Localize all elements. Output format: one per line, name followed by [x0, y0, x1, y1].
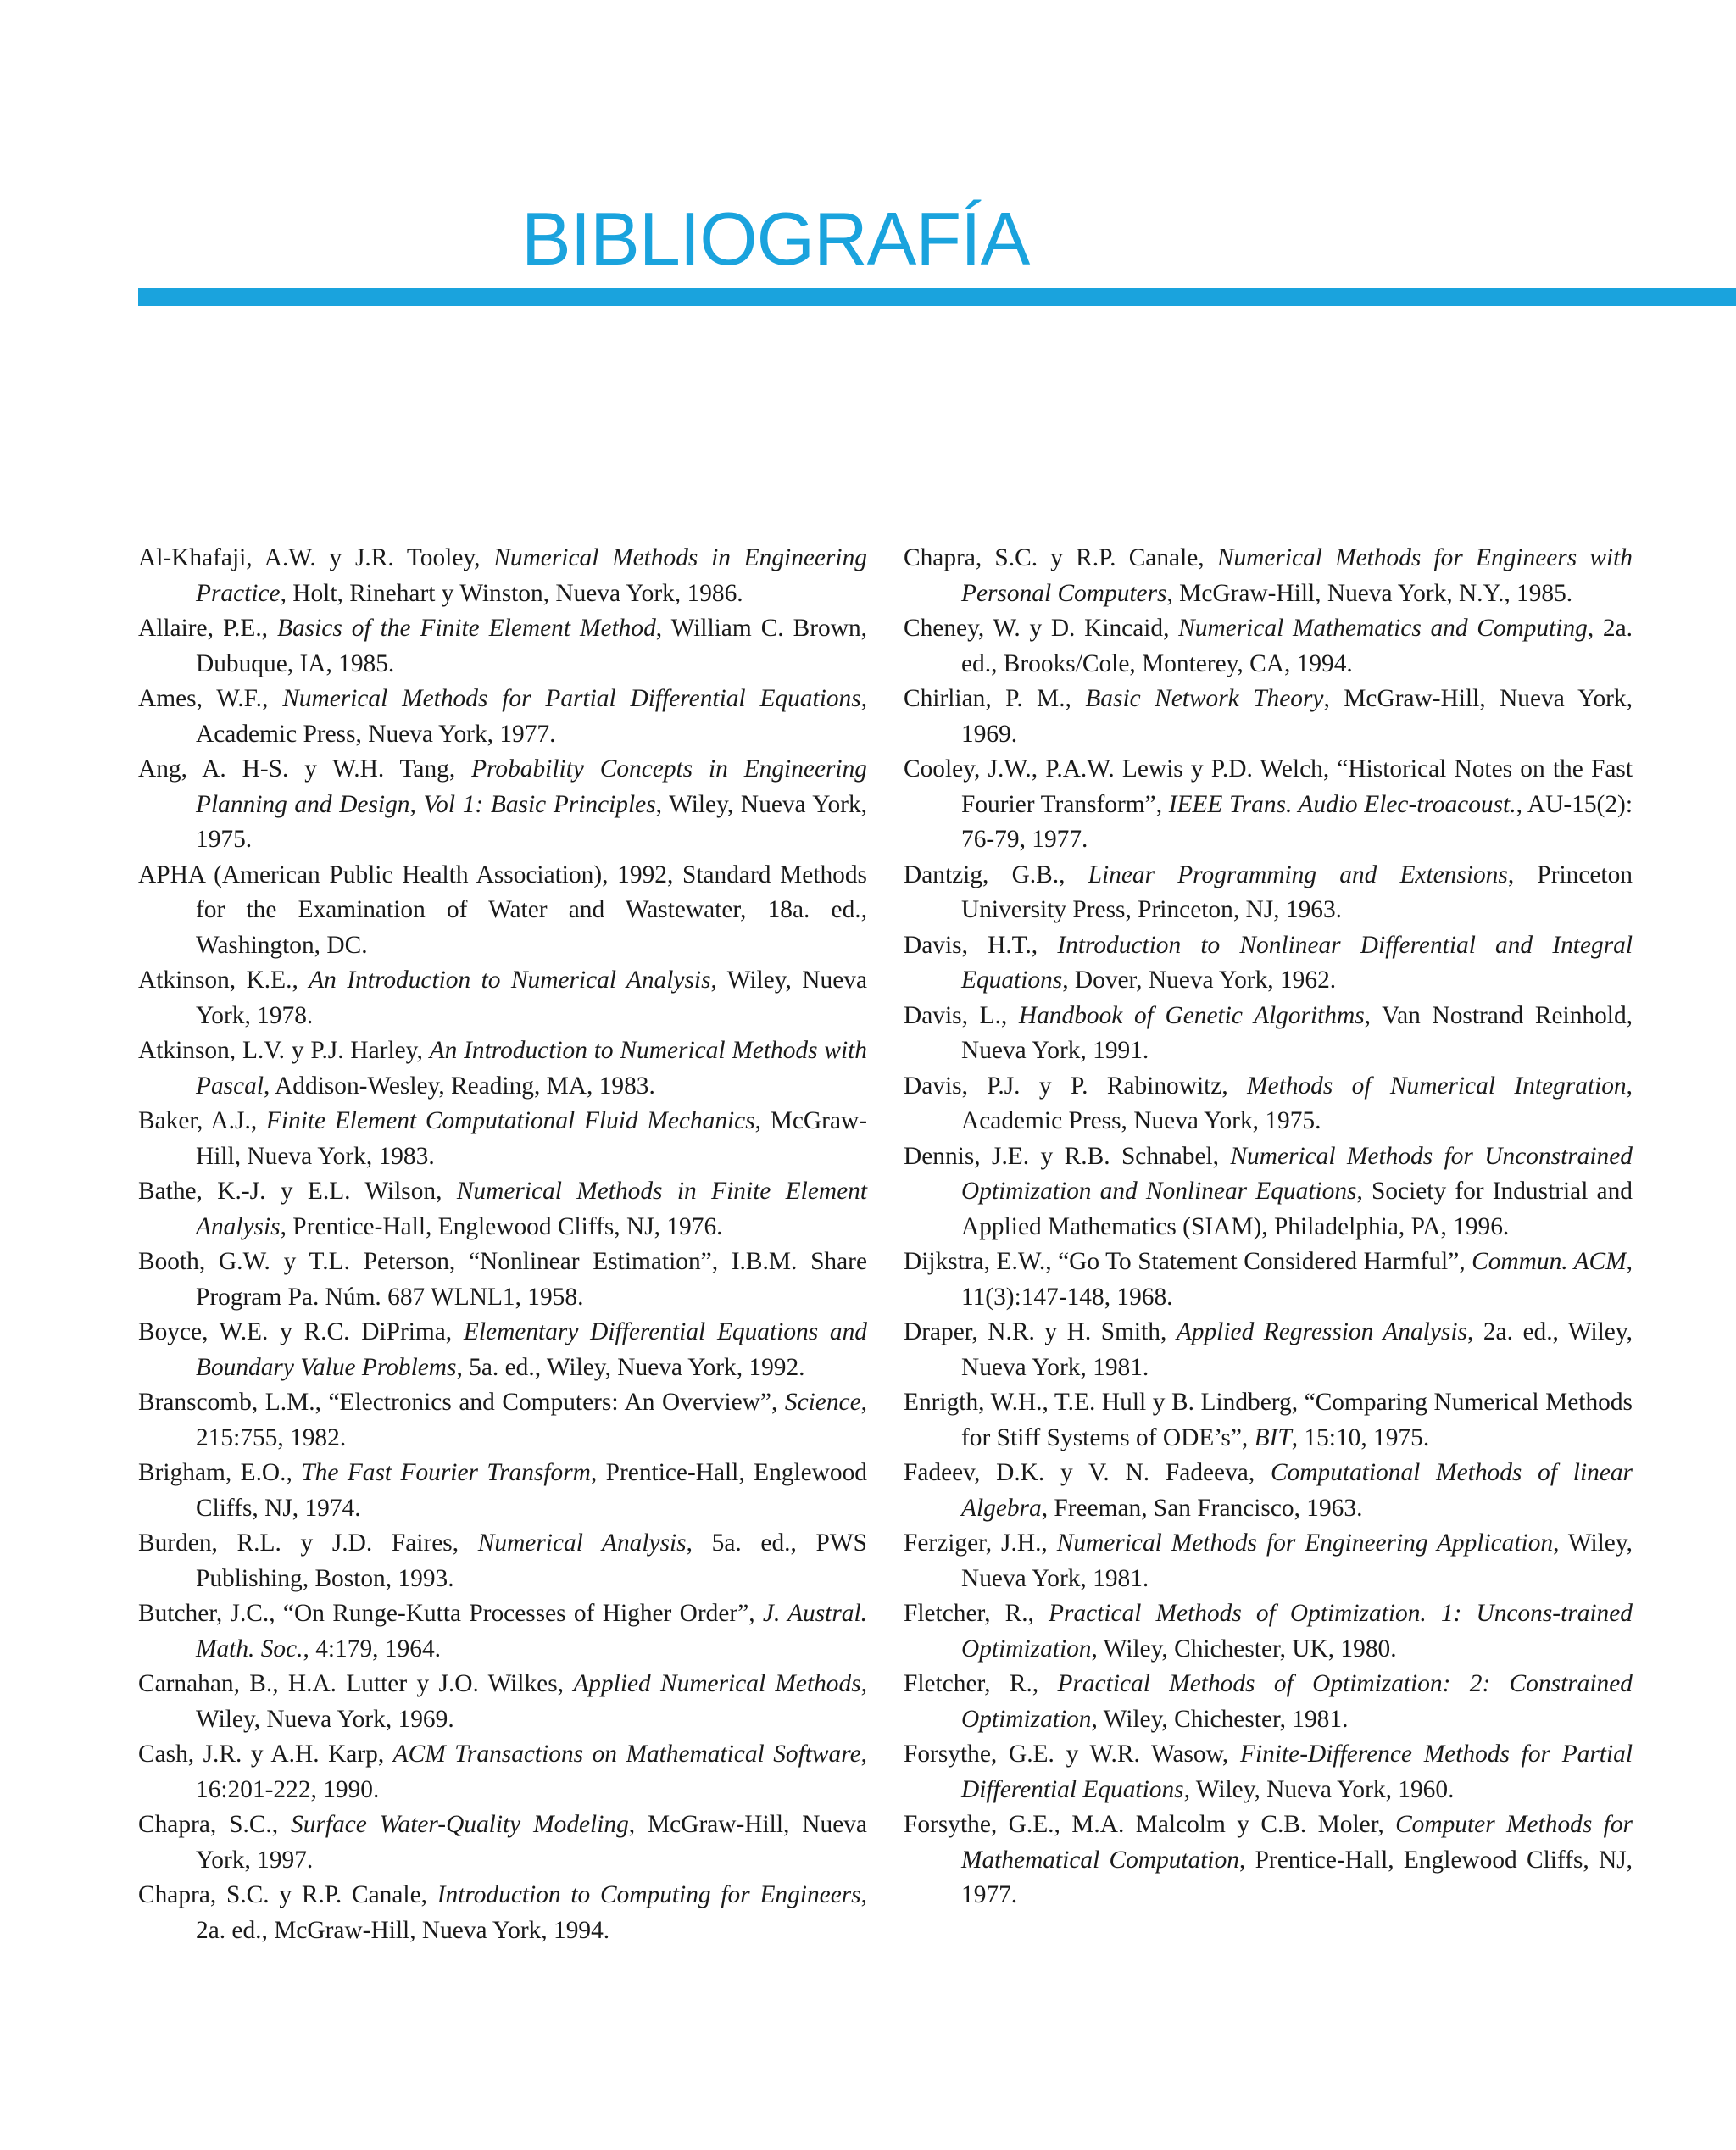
reference-text: , Wiley, Nueva York, 1978.	[196, 966, 867, 1029]
reference-text: , Wiley, Nueva York, 1960.	[1183, 1775, 1455, 1803]
reference-text: Dennis, J.E. y R.B. Schnabel,	[904, 1142, 1231, 1170]
reference-entry	[138, 611, 867, 682]
reference-entry	[138, 752, 867, 858]
bibliography-column-left	[138, 541, 867, 1948]
reference-title: Basic Network Theory	[1085, 685, 1324, 712]
reference-text: , Academic Press, Nueva York, 1975.	[961, 1072, 1633, 1134]
reference-entry	[138, 1667, 867, 1737]
reference-entry	[904, 682, 1633, 752]
reference-title: Applied Numerical Methods	[573, 1670, 861, 1697]
reference-text: Ang, A. H-S. y W.H. Tang,	[138, 755, 472, 783]
reference-title: Introduction to Computing for Engineers	[437, 1881, 861, 1908]
reference-title: Computer Methods for Mathematical Computation	[961, 1811, 1633, 1874]
reference-text: Ferziger, J.H.,	[904, 1529, 1057, 1557]
reference-entry	[138, 682, 867, 752]
reference-text: Chapra, S.C.,	[138, 1811, 292, 1838]
reference-text: Branscomb, L.M., “Electronics and Computers: An Overview”,	[138, 1389, 785, 1416]
reference-text: Carnahan, B., H.A. Lutter y J.O. Wilkes,	[138, 1670, 574, 1697]
reference-text: , 2a. ed., McGraw-Hill, Nueva York, 1994.	[196, 1881, 867, 1944]
reference-text: , McGraw-Hill, Nueva York, 1969.	[961, 685, 1633, 748]
reference-text: , Addison-Wesley, Reading, MA, 1983.	[264, 1072, 655, 1100]
reference-title: Methods of Numerical Integration	[1247, 1072, 1627, 1100]
reference-entry	[138, 1737, 867, 1807]
reference-text: , Society for Industrial and Applied Mathematics (SIAM), Philadelphia, PA, 1996.	[961, 1178, 1633, 1240]
reference-title: Numerical Analysis	[477, 1529, 687, 1557]
reference-title: Surface Water-Quality Modeling	[291, 1811, 629, 1838]
reference-text: , 11(3):147-148, 1968.	[961, 1248, 1633, 1311]
page-title: BIBLIOGRAFÍA	[521, 197, 1030, 281]
reference-text: Davis, L.,	[904, 1001, 1019, 1029]
reference-title: Numerical Methods for Engineering Application	[1056, 1529, 1554, 1557]
reference-text: , McGraw-Hill, Nueva York, 1997.	[196, 1811, 867, 1874]
reference-entry	[904, 752, 1633, 858]
reference-text: , McGraw-Hill, Nueva York, 1983.	[196, 1107, 867, 1170]
reference-title: Practical Methods of Optimization. 1: Uncons-trained Optimization	[961, 1600, 1633, 1663]
reference-text: , Van Nostrand Reinhold, Nueva York, 1991.	[961, 1001, 1633, 1064]
reference-text: , McGraw-Hill, Nueva York, N.Y., 1985.	[1166, 579, 1573, 607]
reference-text: Forsythe, G.E. y W.R. Wasow,	[904, 1741, 1241, 1768]
reference-title: Computational Methods of linear Algebra	[961, 1459, 1633, 1522]
reference-title: An Introduction to Numerical Methods with Pascal	[196, 1037, 867, 1100]
reference-text: Cooley, J.W., P.A.W. Lewis y P.D. Welch, “Historical Notes on the Fast Fourier Transform”,	[904, 755, 1633, 818]
reference-entry	[138, 541, 867, 611]
reference-title: Numerical Methods in Engineering Practice	[196, 544, 867, 607]
reference-title: Finite-Difference Methods for Partial Differential Equations	[961, 1741, 1633, 1803]
reference-text: , Academic Press, Nueva York, 1977.	[196, 685, 868, 748]
reference-text: Cash, J.R. y A.H. Karp,	[138, 1741, 393, 1768]
reference-text: Enrigth, W.H., T.E. Hull y B. Lindberg, “Comparing Numerical Methods for Stiff Systems of ODE’s”,	[904, 1389, 1633, 1451]
bibliography-column-right	[904, 541, 1633, 1913]
reference-title: Science	[784, 1389, 861, 1416]
reference-title: The Fast Fourier Transform	[301, 1459, 591, 1486]
reference-text: Chirlian, P. M.,	[904, 685, 1086, 712]
reference-text: Allaire, P.E.,	[138, 615, 278, 642]
reference-text: Burden, R.L. y J.D. Faires,	[138, 1529, 478, 1557]
reference-text: , William C. Brown, Dubuque, IA, 1985.	[196, 615, 867, 677]
reference-entry	[904, 611, 1633, 682]
reference-entry	[138, 1596, 867, 1667]
reference-text: , Princeton University Press, Princeton, NJ, 1963.	[961, 861, 1633, 923]
reference-entry	[138, 1807, 867, 1878]
reference-text: Chapra, S.C. y R.P. Canale,	[904, 544, 1217, 571]
reference-text: Fletcher, R.,	[904, 1600, 1049, 1627]
reference-title: Numerical Methods for Unconstrained Optimization and Nonlinear Equations	[961, 1142, 1633, 1205]
reference-text: Forsythe, G.E., M.A. Malcolm y C.B. Moler,	[904, 1811, 1396, 1838]
title-underline-bar	[138, 288, 1736, 306]
reference-entry	[138, 1385, 867, 1456]
reference-text: Cheney, W. y D. Kincaid,	[904, 615, 1179, 642]
reference-title: Probability Concepts in Engineering Planning and Design, Vol 1: Basic Principles	[196, 755, 867, 818]
reference-title: ACM Transactions on Mathematical Software	[392, 1741, 861, 1768]
reference-text: Chapra, S.C. y R.P. Canale,	[138, 1881, 437, 1908]
reference-text: Draper, N.R. y H. Smith,	[904, 1318, 1177, 1345]
reference-title: J. Austral. Math. Soc.	[196, 1600, 867, 1663]
reference-text: Ames, W.F.,	[138, 685, 283, 712]
reference-entry	[904, 1526, 1633, 1596]
reference-text: , AU-15(2): 76-79, 1977.	[961, 790, 1633, 853]
reference-text: Baker, A.J.,	[138, 1107, 266, 1134]
reference-text: Al-Khafaji, A.W. y J.R. Tooley,	[138, 544, 494, 571]
reference-entry	[904, 541, 1633, 611]
reference-text: Fadeev, D.K. y V. N. Fadeeva,	[904, 1459, 1271, 1486]
reference-entry	[138, 1245, 867, 1315]
reference-entry	[904, 999, 1633, 1069]
reference-text: APHA (American Public Health Association), 1992, Standard Methods for the Examination of Water and Wastewater, 18a. ed., Washington, DC.	[138, 861, 867, 959]
reference-title: Numerical Methods in Finite Element Analysis	[196, 1178, 867, 1240]
reference-entry	[904, 928, 1633, 999]
reference-text: , 5a. ed., Wiley, Nueva York, 1992.	[456, 1353, 805, 1381]
reference-text: , 5a. ed., PWS Publishing, Boston, 1993.	[196, 1529, 867, 1592]
reference-text: , Prentice-Hall, Englewood Cliffs, NJ, 1974.	[196, 1459, 867, 1522]
reference-entry	[904, 1385, 1633, 1456]
reference-text: , 2a. ed., Wiley, Nueva York, 1981.	[961, 1318, 1633, 1381]
reference-text: Davis, P.J. y P. Rabinowitz,	[904, 1072, 1248, 1100]
reference-text: , 4:179, 1964.	[303, 1635, 441, 1663]
reference-text: Atkinson, L.V. y P.J. Harley,	[138, 1037, 430, 1064]
reference-text: Fletcher, R.,	[904, 1670, 1058, 1697]
reference-entry	[904, 1139, 1633, 1245]
reference-entry	[138, 963, 867, 1033]
reference-entry	[904, 1245, 1633, 1315]
reference-text: Booth, G.W. y T.L. Peterson, “Nonlinear Estimation”, I.B.M. Share Program Pa. Núm. 687 WLNL1, 1958.	[138, 1248, 867, 1311]
reference-text: , 16:201-222, 1990.	[196, 1741, 867, 1803]
reference-entry	[904, 1069, 1633, 1139]
reference-entry	[138, 1456, 867, 1526]
reference-entry	[138, 1878, 867, 1948]
reference-text: , 215:755, 1982.	[196, 1389, 867, 1451]
reference-text: Atkinson, K.E.,	[138, 966, 309, 994]
reference-entry	[904, 1737, 1633, 1807]
reference-text: , Prentice-Hall, Englewood Cliffs, NJ, 1976.	[280, 1212, 723, 1240]
reference-text: Dijkstra, E.W., “Go To Statement Considered Harmful”,	[904, 1248, 1472, 1275]
reference-entry	[138, 1174, 867, 1245]
reference-entry	[138, 1033, 867, 1104]
reference-entry	[904, 1456, 1633, 1526]
reference-text: Bathe, K.-J. y E.L. Wilson,	[138, 1178, 457, 1205]
reference-text: , Wiley, Chichester, 1981.	[1091, 1705, 1349, 1733]
reference-text: Boyce, W.E. y R.C. DiPrima,	[138, 1318, 464, 1345]
reference-text: Davis, H.T.,	[904, 931, 1058, 959]
reference-title: Applied Regression Analysis	[1176, 1318, 1467, 1345]
reference-title: Linear Programming and Extensions	[1088, 861, 1508, 888]
reference-title: Numerical Methods for Partial Differential Equations	[282, 685, 861, 712]
reference-title: Numerical Mathematics and Computing	[1178, 615, 1588, 642]
reference-entry	[138, 1104, 867, 1174]
reference-title: Commun. ACM	[1472, 1248, 1627, 1275]
reference-entry	[138, 858, 867, 964]
reference-text: , Prentice-Hall, Englewood Cliffs, NJ, 1977.	[961, 1846, 1633, 1908]
reference-title: Basics of the Finite Element Method	[277, 615, 656, 642]
reference-text: , 15:10, 1975.	[1291, 1423, 1430, 1451]
reference-title: Practical Methods of Optimization: 2: Constrained Optimization	[961, 1670, 1633, 1733]
reference-title: An Introduction to Numerical Analysis	[309, 966, 711, 994]
reference-entry	[904, 1667, 1633, 1737]
reference-entry	[138, 1526, 867, 1596]
reference-text: Butcher, J.C., “On Runge-Kutta Processes of Higher Order”,	[138, 1600, 763, 1627]
reference-entry	[138, 1315, 867, 1385]
reference-title: Elementary Differential Equations and Boundary Value Problems	[196, 1318, 867, 1381]
reference-entry	[904, 858, 1633, 928]
reference-title: IEEE Trans. Audio Elec-troacoust.	[1168, 790, 1516, 818]
reference-text: , Wiley, Nueva York, 1981.	[961, 1529, 1633, 1592]
reference-text: , Wiley, Chichester, UK, 1980.	[1091, 1635, 1397, 1663]
reference-text: Dantzig, G.B.,	[904, 861, 1088, 888]
reference-text: , Freeman, San Francisco, 1963.	[1041, 1494, 1363, 1522]
reference-text: , Wiley, Nueva York, 1969.	[196, 1670, 867, 1733]
reference-title: Introduction to Nonlinear Differential and Integral Equations	[961, 931, 1633, 994]
reference-text: Brigham, E.O.,	[138, 1459, 302, 1486]
reference-text: , Holt, Rinehart y Winston, Nueva York, 1986.	[280, 579, 743, 607]
reference-entry	[904, 1315, 1633, 1385]
reference-entry	[904, 1596, 1633, 1667]
reference-title: Handbook of Genetic Algorithms	[1018, 1001, 1365, 1029]
reference-title: Finite Element Computational Fluid Mechanics	[265, 1107, 755, 1134]
reference-title: Numerical Methods for Engineers with Personal Computers	[961, 544, 1633, 607]
reference-text: , Dover, Nueva York, 1962.	[1062, 966, 1337, 994]
reference-text: , Wiley, Nueva York, 1975.	[196, 790, 867, 853]
reference-entry	[904, 1807, 1633, 1913]
reference-text: , 2a. ed., Brooks/Cole, Monterey, CA, 1994.	[961, 615, 1633, 677]
reference-title: BIT	[1254, 1423, 1292, 1451]
